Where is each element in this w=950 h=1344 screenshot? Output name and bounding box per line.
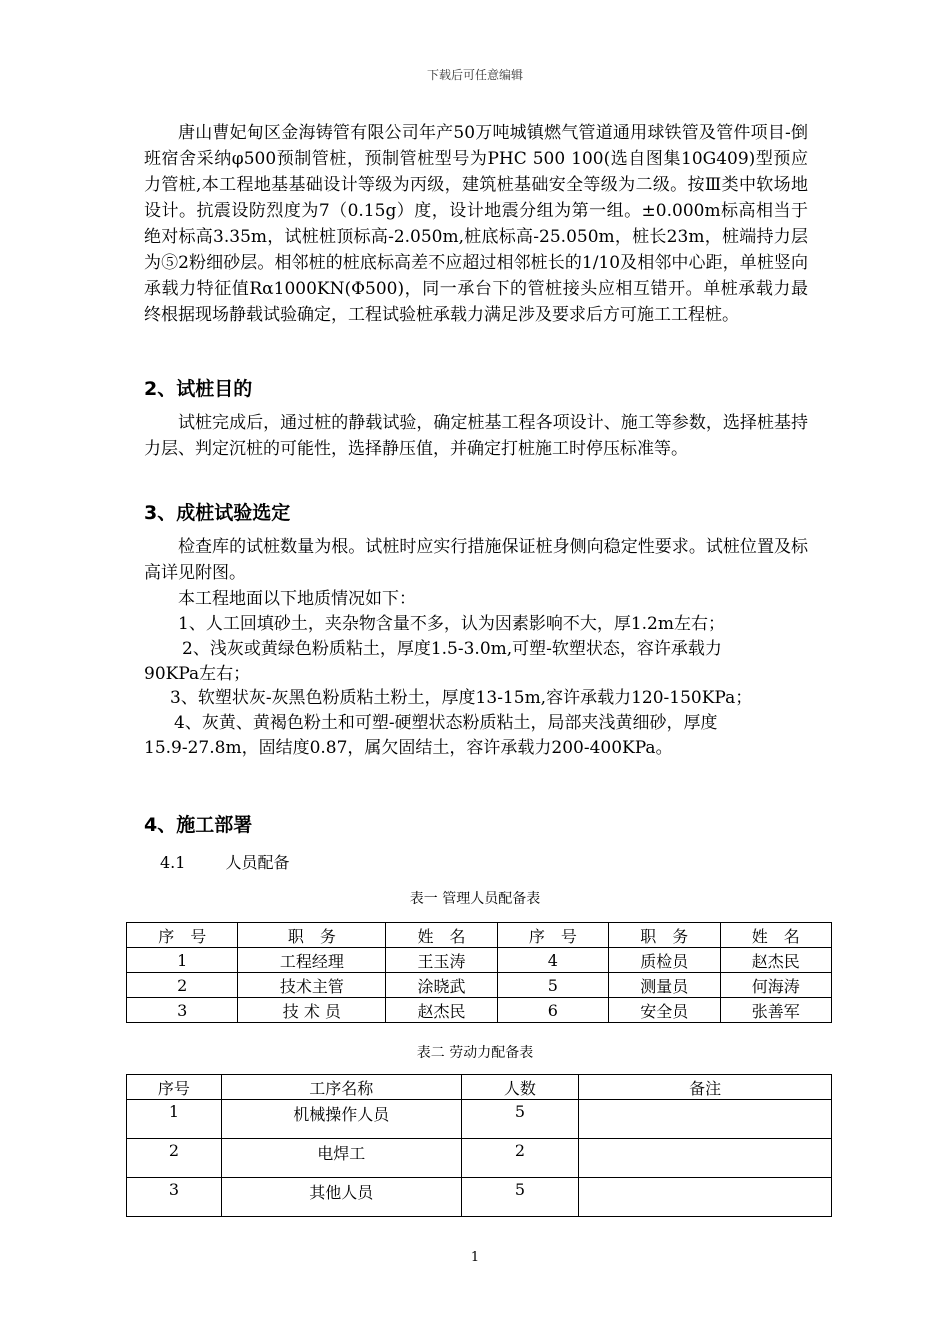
table-row [127, 973, 832, 998]
table-cell: 3 [127, 998, 238, 1023]
table-cell: 技术主管 [238, 973, 386, 998]
table-row [127, 1178, 832, 1217]
section2-heading: 2、试桩目的 [144, 378, 253, 400]
table-cell: 6 [497, 998, 608, 1023]
subsection-title: 人员配备 [225, 853, 290, 872]
section3-heading: 3、成桩试验选定 [144, 502, 291, 524]
table-header-row [127, 923, 832, 948]
table-cell: 2 [127, 1139, 222, 1178]
table-cell: 1 [127, 1100, 222, 1139]
header-cell: 职 务 [238, 923, 386, 948]
subsection-number: 4.1 [160, 853, 186, 872]
table-cell: 3 [127, 1178, 222, 1217]
geology-layer-4-cont: 15.9-27.8m，固结度0.87，属欠固结土，容许承载力200-400KPa。 [144, 738, 673, 758]
table2-caption: 表二 劳动力配备表 [416, 1045, 534, 1061]
section3-text: 检查库的试桩数量为根。试桩时应实行措施保证桩身侧向稳定性要求。试桩位置及标高详见附图。 [144, 537, 808, 583]
header-cell: 姓 名 [386, 923, 497, 948]
geology-intro: 本工程地面以下地质情况如下： [178, 589, 416, 609]
table-cell: 涂晓武 [386, 973, 497, 998]
table-cell: 赵杰民 [720, 948, 832, 973]
table-row [127, 948, 832, 973]
table-row [127, 998, 832, 1023]
page-number: 1 [470, 1250, 480, 1265]
labor-force-table [126, 1074, 832, 1217]
header-cell: 职 务 [609, 923, 720, 948]
table-cell: 5 [461, 1178, 579, 1217]
table-cell: 质检员 [609, 948, 720, 973]
geology-layer-2-cont: 90KPa左右； [144, 664, 251, 684]
header-cell: 序号 [127, 1075, 222, 1100]
header-cell: 序 号 [127, 923, 238, 948]
header-note: 下载后可任意编辑 [426, 68, 523, 82]
table-cell: 机械操作人员 [221, 1100, 461, 1139]
table-cell: 5 [461, 1100, 579, 1139]
table1-caption: 表一 管理人员配备表 [409, 891, 541, 907]
intro-paragraph: 唐山曹妃甸区金海铸管有限公司年产50万吨城镇燃气管道通用球铁管及管件项目-倒班宿舍采纳φ500预制管桩，预制管桩型号为PHC 500 100(选自图集10G409)型预应力管桩,本工程地基基础设计等级为丙级，建筑桩基础安全等级为二级。按Ⅲ类中软场地设计。抗震设防烈度为7（0.15g）度，设计地震分组为第一组。±0.000m标高相当于绝对标高3.35m，试桩桩顶标高-2.050m,桩底标高-25.050m，桩长23m，桩端持力层为⑤2粉细砂层。相邻桩的桩底标高差不应超过相邻桩长的1/10及相邻中心距，单桩竖向承载力特征值Rα1000KN(Φ500)，同一承台下的管桩接头应相互错开。单桩承载力最终根据现场静载试验确定，工程试验桩承载力满足涉及要求后方可施工工程桩。 [144, 123, 808, 325]
geology-layer-2: 2、浅灰或黄绿色粉质粘土，厚度1.5-3.0m,可塑-软塑状态，容许承载力 [182, 639, 722, 659]
subsection-heading [160, 850, 289, 873]
header-cell: 工序名称 [221, 1075, 461, 1100]
header-cell: 备注 [579, 1075, 832, 1100]
table-cell: 2 [127, 973, 238, 998]
table-cell [579, 1178, 832, 1217]
table-row [127, 1100, 832, 1139]
table-header-row [127, 1075, 832, 1100]
table-cell: 赵杰民 [386, 998, 497, 1023]
table-cell: 技 术 员 [238, 998, 386, 1023]
table-cell: 1 [127, 948, 238, 973]
table-row [127, 1139, 832, 1178]
table-cell: 王玉涛 [386, 948, 497, 973]
geology-layer-4: 4、灰黄、黄褐色粉土和可塑-硬塑状态粉质粘土，局部夹浅黄细砂，厚度 [174, 713, 718, 733]
table-cell: 张善军 [720, 998, 832, 1023]
table-cell: 工程经理 [238, 948, 386, 973]
geology-layer-3: 3、软塑状灰-灰黑色粉质粘土粉土，厚度13-15m,容许承载力120-150KPa； [170, 688, 753, 708]
header-cell: 姓 名 [720, 923, 832, 948]
management-staff-table [126, 922, 832, 1023]
table-cell: 其他人员 [221, 1178, 461, 1217]
table-cell: 电焊工 [221, 1139, 461, 1178]
table-cell [579, 1100, 832, 1139]
table-cell: 安全员 [609, 998, 720, 1023]
section4-heading: 4、施工部署 [144, 814, 253, 836]
header-cell: 序 号 [497, 923, 608, 948]
table-cell: 2 [461, 1139, 579, 1178]
table-cell: 5 [497, 973, 608, 998]
table-cell: 何海涛 [720, 973, 832, 998]
table-cell: 测量员 [609, 973, 720, 998]
table-cell [579, 1139, 832, 1178]
table-cell: 4 [497, 948, 608, 973]
header-cell: 人数 [461, 1075, 579, 1100]
geology-layer-1: 1、人工回填砂土，夹杂物含量不多，认为因素影响不大，厚1.2m左右； [178, 614, 725, 634]
section2-text: 试桩完成后，通过桩的静载试验，确定桩基工程各项设计、施工等参数，选择桩基持力层、判定沉桩的可能性，选择静压值，并确定打桩施工时停压标准等。 [144, 413, 808, 459]
